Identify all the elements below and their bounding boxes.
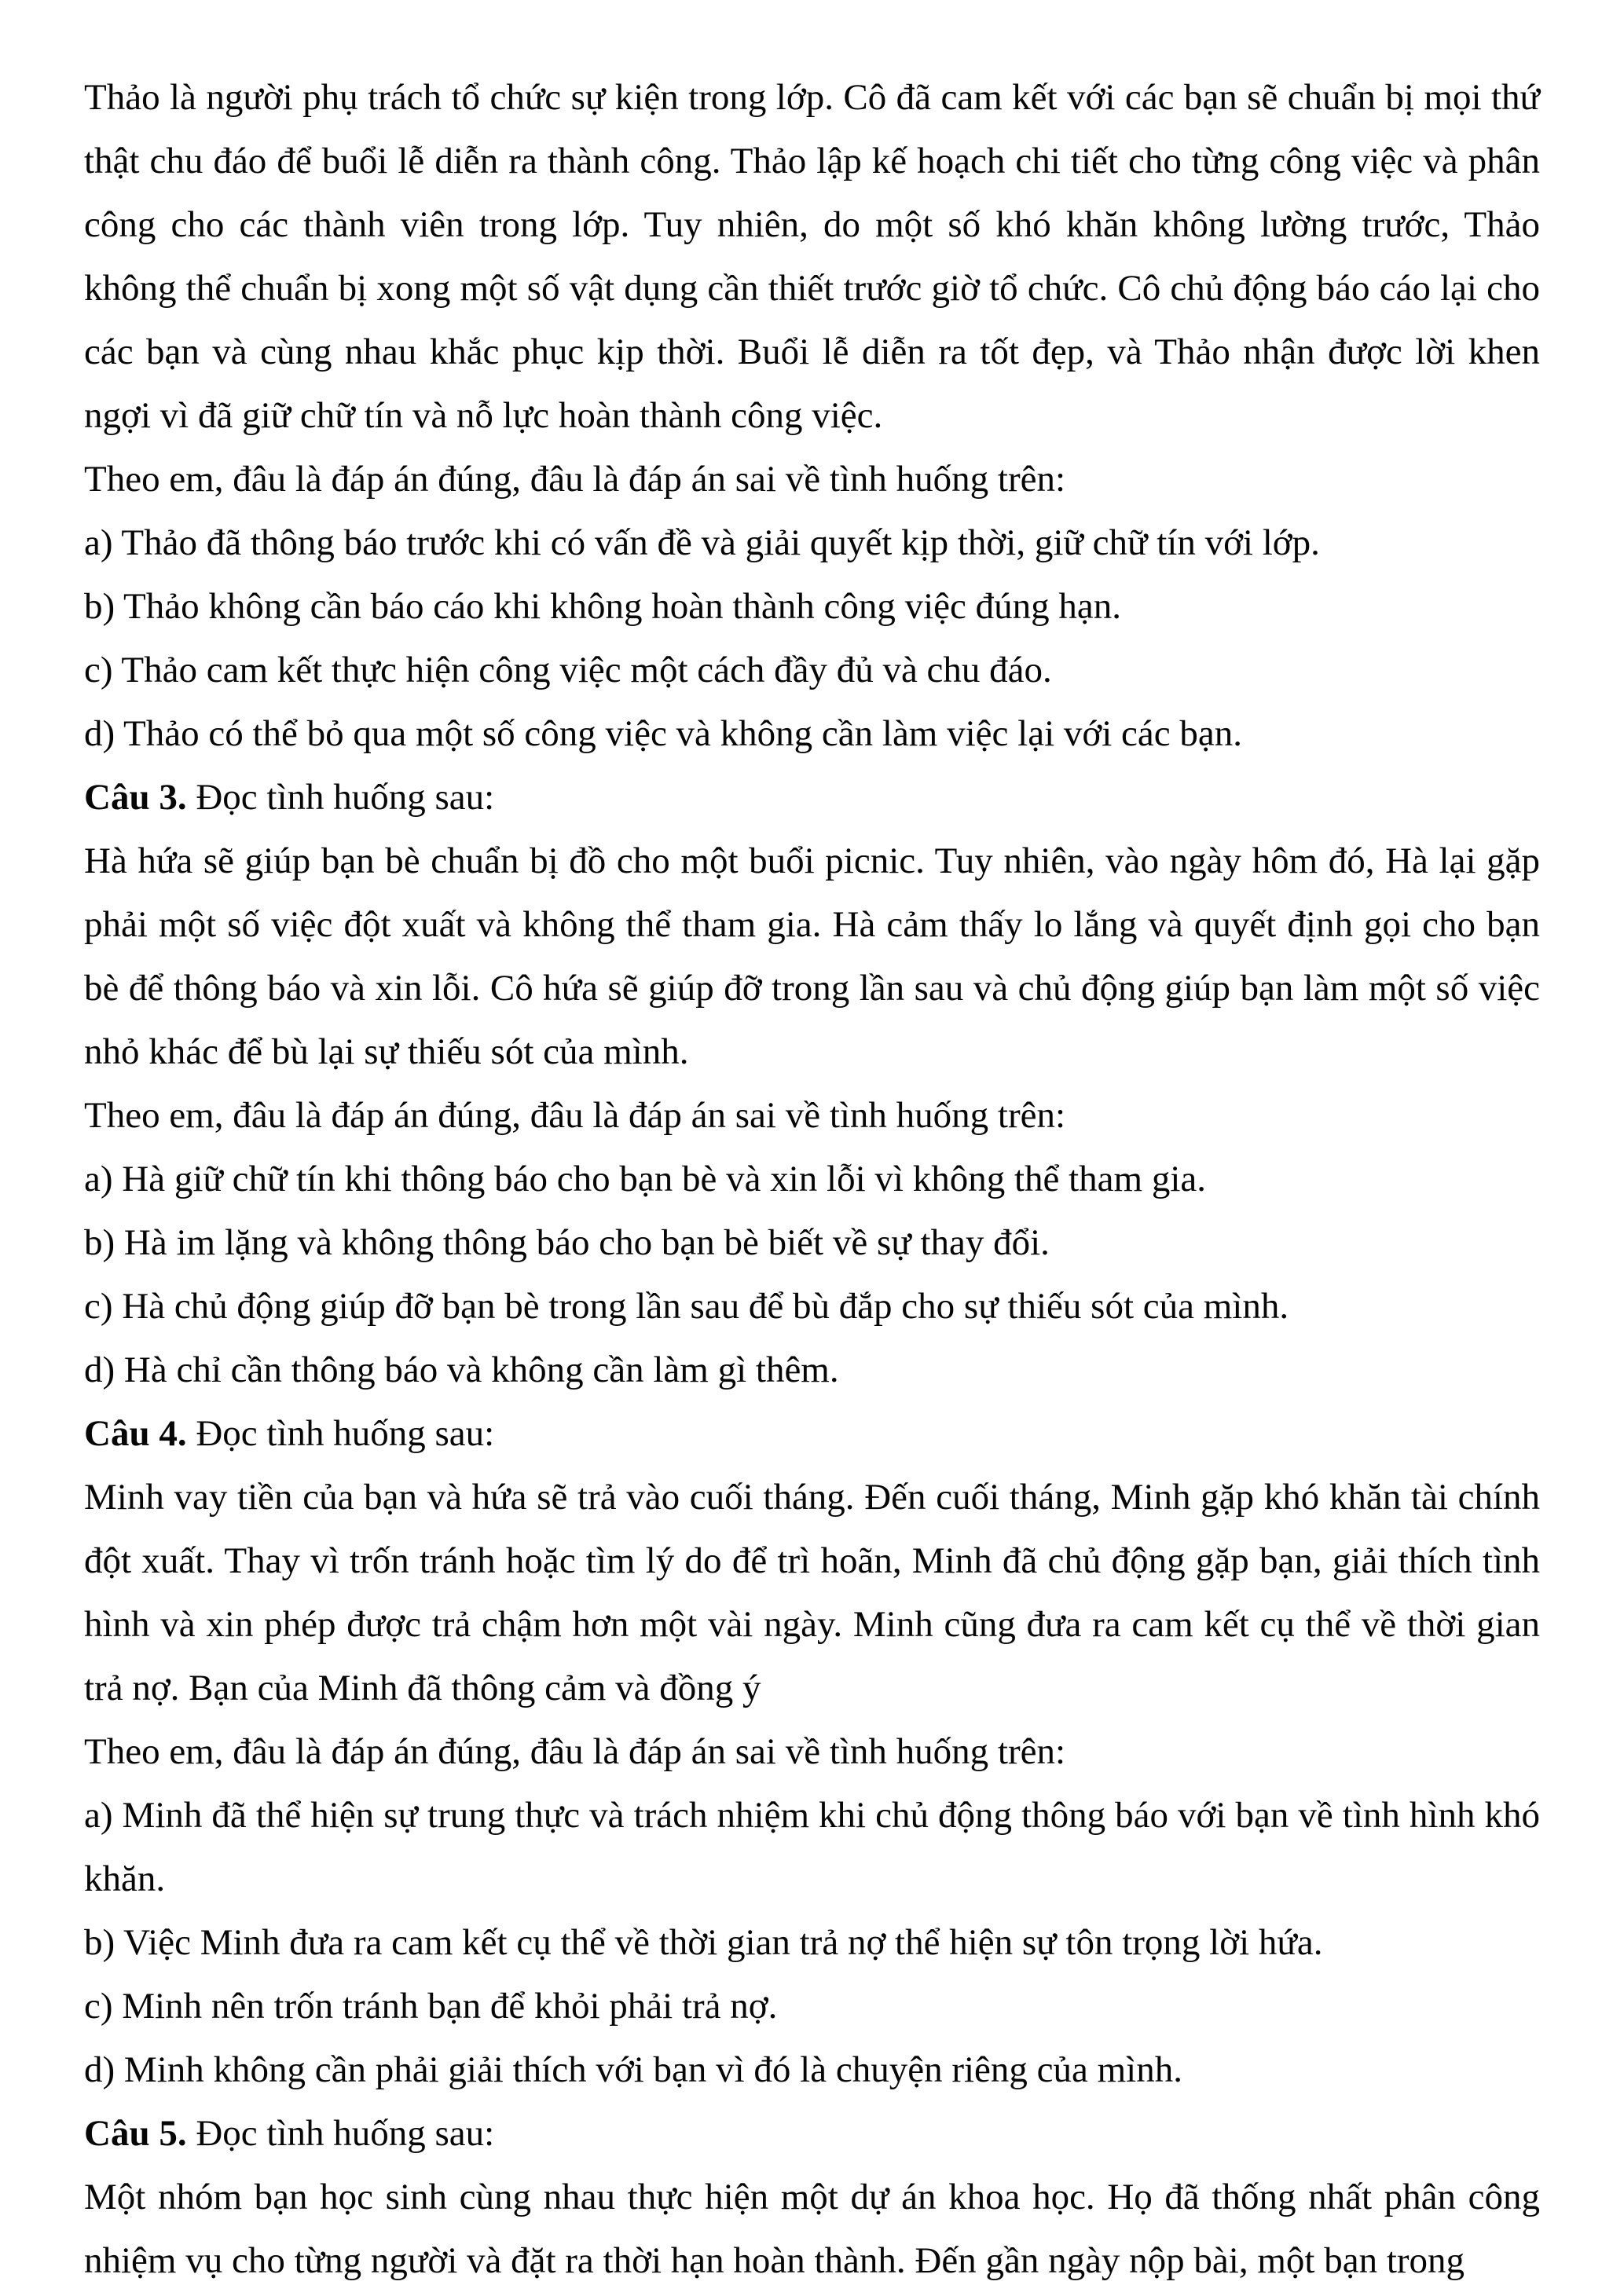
question-number: Câu 4. bbox=[84, 1413, 187, 1454]
answer-option: d) Hà chỉ cần thông báo và không cần làm gì thêm. bbox=[84, 1349, 839, 1390]
answer-option: a) Hà giữ chữ tín khi thông báo cho bạn bè và xin lỗi vì không thể tham gia. bbox=[84, 1159, 1207, 1199]
answer-option: b) Thảo không cần báo cáo khi không hoàn thành công việc đúng hạn. bbox=[84, 586, 1122, 627]
answer-option: a) Thảo đã thông báo trước khi có vấn đề và giải quyết kịp thời, giữ chữ tín với lớp. bbox=[84, 522, 1320, 563]
question-prompt: Theo em, đâu là đáp án đúng, đâu là đáp án sai về tình huống trên: bbox=[84, 1095, 1066, 1136]
answer-option: d) Minh không cần phải giải thích với bạn vì đó là chuyện riêng của mình. bbox=[84, 2049, 1182, 2090]
situation-paragraph: Thảo là người phụ trách tổ chức sự kiện trong lớp. Cô đã cam kết với các bạn sẽ chuẩn bị mọi thứ thật chu đáo để buổi lễ diễn ra thành công. Thảo lập kế hoạch chi tiết cho từng công việc và phân công cho các thành viên trong lớp. Tuy nhiên, do một số khó khăn không lường trước, Thảo không thể chuẩn bị xong một số vật dụng cần thiết trước giờ tổ chức. Cô chủ động báo cáo lại cho các bạn và cùng nhau khắc phục kịp thời. Buổi lễ diễn ra tốt đẹp, và Thảo nhận được lời khen ngợi vì đã giữ chữ tín và nỗ lực hoàn thành công việc. bbox=[84, 77, 1540, 436]
question-number: Câu 3. bbox=[84, 777, 187, 818]
question-prompt: Theo em, đâu là đáp án đúng, đâu là đáp án sai về tình huống trên: bbox=[84, 1731, 1066, 1772]
situation-paragraph: Minh vay tiền của bạn và hứa sẽ trả vào cuối tháng. Đến cuối tháng, Minh gặp khó khăn tài chính đột xuất. Thay vì trốn tránh hoặc tìm lý do để trì hoãn, Minh đã chủ động gặp bạn, giải thích tình hình và xin phép được trả chậm hơn một vài ngày. Minh cũng đưa ra cam kết cụ thể về thời gian trả nợ. Bạn của Minh đã thông cảm và đồng ý bbox=[84, 1477, 1540, 1708]
question-heading bbox=[84, 1402, 1540, 1466]
answer-option: c) Thảo cam kết thực hiện công việc một cách đầy đủ và chu đáo. bbox=[84, 650, 1052, 690]
question-heading bbox=[84, 766, 1540, 829]
question-number: Câu 5. bbox=[84, 2113, 187, 2154]
question-heading bbox=[84, 2102, 1540, 2166]
answer-option: b) Hà im lặng và không thông báo cho bạn bè biết về sự thay đổi. bbox=[84, 1222, 1050, 1263]
answer-option: b) Việc Minh đưa ra cam kết cụ thể về thời gian trả nợ thể hiện sự tôn trọng lời hứa. bbox=[84, 1922, 1323, 1963]
answer-option: c) Hà chủ động giúp đỡ bạn bè trong lần sau để bù đắp cho sự thiếu sót của mình. bbox=[84, 1286, 1289, 1327]
document-body bbox=[84, 66, 1540, 2293]
answer-option: c) Minh nên trốn tránh bạn để khỏi phải trả nợ. bbox=[84, 1986, 778, 2027]
question-heading-text: Đọc tình huống sau: bbox=[186, 777, 495, 818]
answer-option: d) Thảo có thể bỏ qua một số công việc và không cần làm việc lại với các bạn. bbox=[84, 713, 1242, 754]
question-heading-text: Đọc tình huống sau: bbox=[186, 1413, 495, 1454]
situation-paragraph: Hà hứa sẽ giúp bạn bè chuẩn bị đồ cho một buổi picnic. Tuy nhiên, vào ngày hôm đó, Hà lại gặp phải một số việc đột xuất và không thể tham gia. Hà cảm thấy lo lắng và quyết định gọi cho bạn bè để thông báo và xin lỗi. Cô hứa sẽ giúp đỡ trong lần sau và chủ động giúp bạn làm một số việc nhỏ khác để bù lại sự thiếu sót của mình. bbox=[84, 840, 1540, 1072]
answer-option: a) Minh đã thể hiện sự trung thực và trách nhiệm khi chủ động thông báo với bạn về tình hình khó khăn. bbox=[84, 1795, 1540, 1899]
situation-paragraph: Một nhóm bạn học sinh cùng nhau thực hiện một dự án khoa học. Họ đã thống nhất phân công nhiệm vụ cho từng người và đặt ra thời hạn hoàn thành. Đến gần ngày nộp bài, một bạn trong bbox=[84, 2177, 1540, 2281]
question-prompt: Theo em, đâu là đáp án đúng, đâu là đáp án sai về tình huống trên: bbox=[84, 459, 1066, 500]
question-heading-text: Đọc tình huống sau: bbox=[186, 2113, 495, 2154]
